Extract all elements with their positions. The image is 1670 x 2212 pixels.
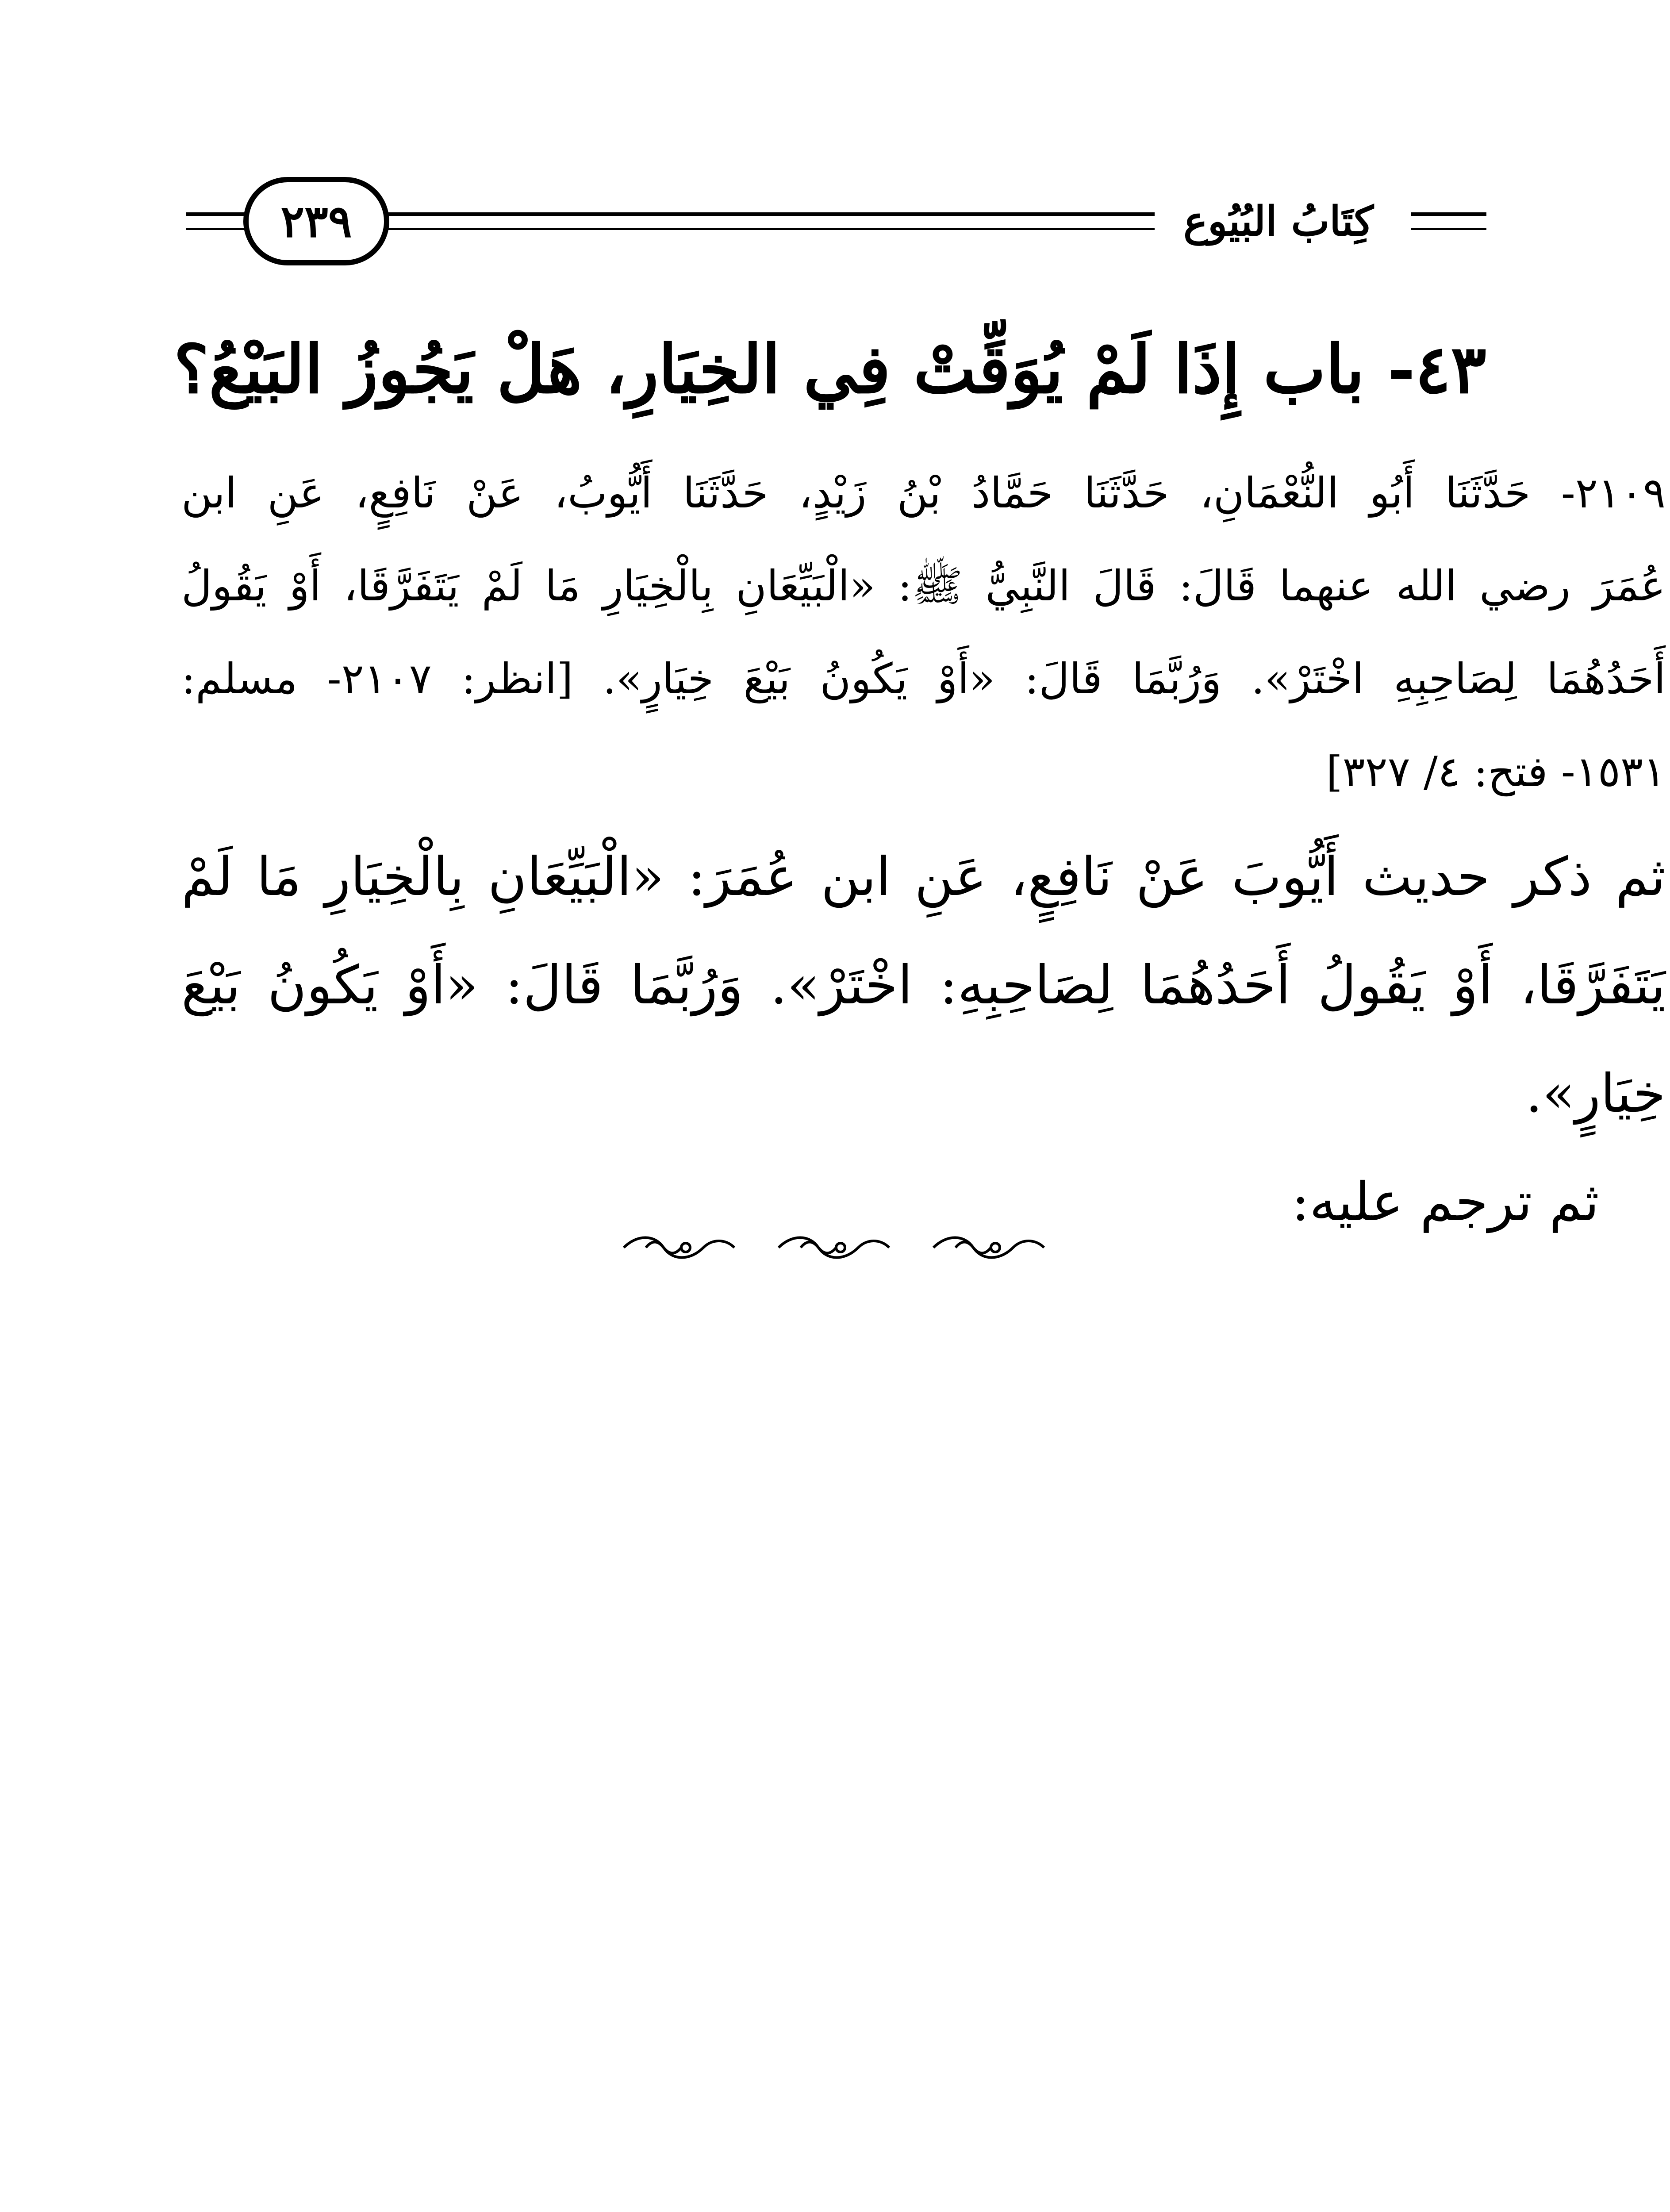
ornament-motif xyxy=(779,1238,889,1258)
commentary-line: يَتَفَرَّقَا، أَوْ يَقُولُ أَحَدُهُمَا لِصَاحِبِهِ: اخْتَرْ». وَرُبَّمَا قَالَ: «أَوْ يَكُونُ بَيْعَ xyxy=(181,955,1666,1016)
book-title: كِتَابُ البُيُوع xyxy=(1183,197,1374,245)
commentary-line: ثم ذكر حديث أَيُّوبَ عَنْ نَافِعٍ، عَنِ ابن عُمَرَ: «الْبَيِّعَانِ بِالْخِيَارِ مَا لَمْ xyxy=(181,846,1666,908)
header-rule-right xyxy=(1411,212,1486,216)
hadith-line: ٢١٠٩- حَدَّثَنَا أَبُو النُّعْمَانِ، حَدَّثَنَا حَمَّادُ بْنُ زَيْدٍ، حَدَّثَنَا أَيُّوبُ، عَنْ نَافِعٍ، عَنِ ابن xyxy=(181,469,1666,518)
commentary-text xyxy=(181,823,1666,1256)
header-rule-middle-thin xyxy=(376,228,1155,230)
page-number: ٢٣٩ xyxy=(243,177,389,265)
commentary-line: ثم ترجم عليه: xyxy=(1291,1171,1599,1233)
chapter-title: ٤٣- باب إِذَا لَمْ يُوَقِّتْ فِي الخِيَارِ، هَلْ يَجُوزُ البَيْعُ؟ xyxy=(173,330,1486,408)
ornament-divider xyxy=(619,1230,1053,1265)
header-rule-middle xyxy=(376,212,1155,216)
hadith-line: عُمَرَ رضي الله عنهما قَالَ: قَالَ النَّبِيُّ ﷺ: «الْبَيِّعَانِ بِالْخِيَارِ مَا لَمْ يَتَفَرَّقَا، أَوْ يَقُولُ xyxy=(181,562,1666,611)
hadith-line: ١٥٣١- فتح: ٤/ ٣٢٧] xyxy=(1326,748,1666,796)
hadith-line: أَحَدُهُمَا لِصَاحِبِهِ اخْتَرْ». وَرُبَّمَا قَالَ: «أَوْ يَكُونُ بَيْعَ خِيَارٍ». [انظر: ٢١٠٧- مسلم: xyxy=(181,655,1666,703)
header-rule-right-thin xyxy=(1411,228,1486,230)
hadith-text xyxy=(181,447,1666,818)
ornament-motif xyxy=(933,1238,1044,1258)
ornament-motif xyxy=(624,1238,734,1258)
commentary-line: خِيَارٍ». xyxy=(1525,1063,1666,1125)
